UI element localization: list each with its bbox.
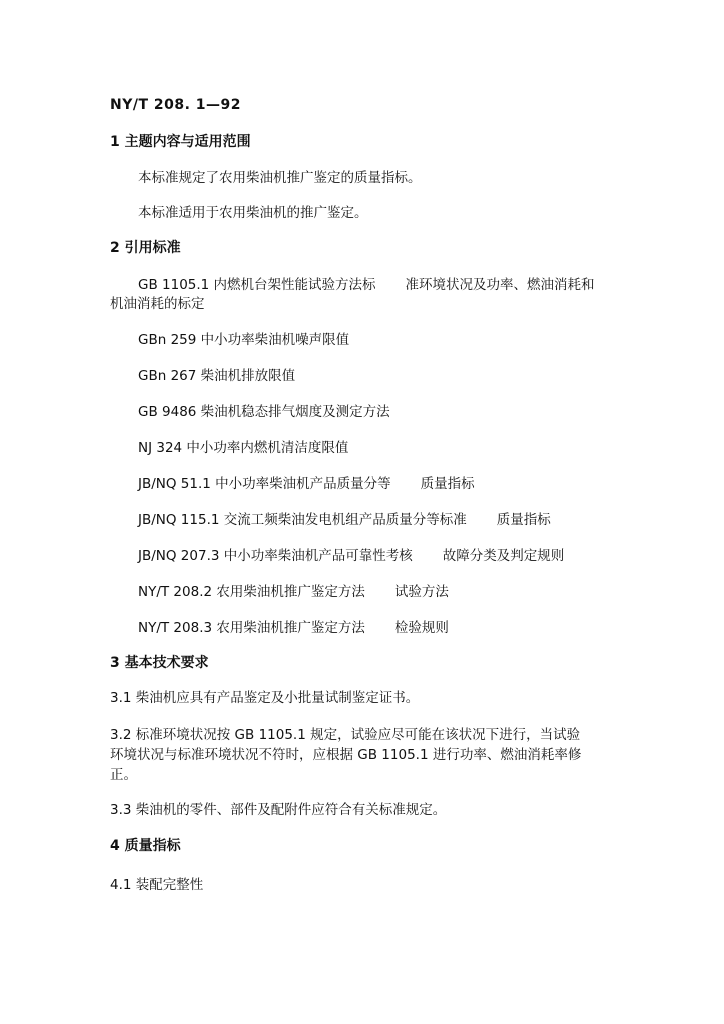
reference-item [138, 547, 564, 565]
section-1-paragraph-2: 本标准适用于农用柴油机的推广鉴定。 [138, 205, 368, 221]
reference-code: GBn 267 柴油机排放限值 [138, 368, 296, 384]
reference-title: 试验方法 [394, 584, 449, 600]
reference-code: GB 1105.1 内燃机台架性能试验方法标 [138, 277, 376, 293]
reference-title: 准环境状况及功率、燃油消耗和 [405, 277, 595, 293]
reference-item [138, 619, 449, 637]
reference-item [138, 403, 390, 421]
reference-title: 检验规则 [394, 620, 449, 636]
standard-code: NY/T 208. 1—92 [110, 97, 242, 113]
clause-3-2-line-2: 环境状况与标准环境状况不符时，应根据 GB 1105.1 进行功率、燃油消耗率修 [110, 747, 582, 763]
reference-code: JB/NQ 115.1 交流工频柴油发电机组产品质量分等标准 [138, 512, 467, 528]
reference-item [138, 367, 295, 385]
clause-3-1: 3.1 柴油机应具有产品鉴定及小批量试制鉴定证书。 [110, 690, 420, 706]
reference-item [138, 331, 349, 349]
clause-3-2-line-3: 正。 [110, 767, 137, 783]
section-2-heading: 2 引用标准 [110, 240, 181, 256]
reference-code: JB/NQ 207.3 中小功率柴油机产品可靠性考核 [138, 548, 413, 564]
reference-code: NY/T 208.3 农用柴油机推广鉴定方法 [138, 620, 365, 636]
reference-code: GBn 259 中小功率柴油机噪声限值 [138, 332, 350, 348]
clause-3-3: 3.3 柴油机的零件、部件及配附件应符合有关标准规定。 [110, 802, 447, 818]
reference-title: 故障分类及判定规则 [442, 548, 565, 564]
reference-code: JB/NQ 51.1 中小功率柴油机产品质量分等 [138, 476, 391, 492]
clause-3-2-line-1: 3.2 标准环境状况按 GB 1105.1 规定，试验应尽可能在该状况下进行，当试验 [110, 727, 581, 743]
section-4-heading: 4 质量指标 [110, 838, 181, 854]
reference-item [138, 583, 449, 601]
reference-code: NY/T 208.2 农用柴油机推广鉴定方法 [138, 584, 365, 600]
reference-code: GB 9486 柴油机稳态排气烟度及测定方法 [138, 404, 390, 420]
reference-code: NJ 324 中小功率内燃机清洁度限值 [138, 440, 349, 456]
section-1-paragraph-1: 本标准规定了农用柴油机推广鉴定的质量指标。 [138, 170, 422, 186]
section-1-heading: 1 主题内容与适用范围 [110, 134, 251, 150]
reference-title: 质量指标 [420, 476, 475, 492]
reference-item-continuation: 机油消耗的标定 [110, 296, 205, 312]
clause-4-1: 4.1 装配完整性 [110, 877, 204, 893]
reference-item [138, 276, 595, 294]
section-3-heading: 3 基本技术要求 [110, 655, 209, 671]
reference-item [138, 439, 348, 457]
reference-item [138, 475, 475, 493]
reference-item [138, 511, 551, 529]
reference-title: 质量指标 [496, 512, 551, 528]
